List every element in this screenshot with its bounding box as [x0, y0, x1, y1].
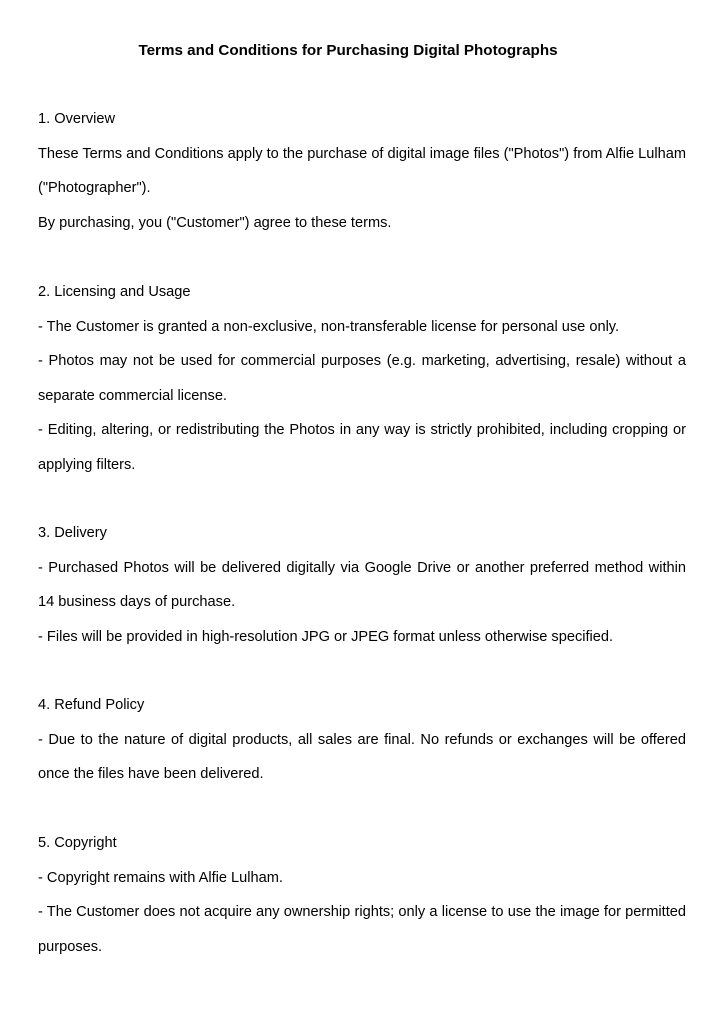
section-heading: 2. Licensing and Usage: [38, 284, 191, 300]
section-overview: [38, 102, 686, 240]
paragraph: These Terms and Conditions apply to the purchase of digital image files ("Photos") from Alfie Lulham ("Photographer").: [38, 145, 686, 196]
section-delivery: [38, 516, 686, 654]
paragraph: - Files will be provided in high-resolution JPG or JPEG format unless otherwise specified.: [38, 628, 614, 645]
section-refund-policy: [38, 688, 686, 792]
paragraph: - Purchased Photos will be delivered digitally via Google Drive or another preferred method within 14 business days of purchase.: [38, 559, 686, 610]
section-heading: 4. Refund Policy: [38, 697, 145, 713]
paragraph: By purchasing, you ("Customer") agree to these terms.: [38, 214, 392, 231]
section-heading: 1. Overview: [38, 111, 116, 127]
paragraph: - The Customer is granted a non-exclusive, non-transferable license for personal use only.: [38, 318, 620, 335]
section-heading: 5. Copyright: [38, 835, 117, 851]
section-heading: 3. Delivery: [38, 525, 107, 541]
paragraph: - Due to the nature of digital products, all sales are final. No refunds or exchanges will be offered once the files have been delivered.: [38, 731, 686, 782]
section-licensing: [38, 275, 686, 482]
section-copyright: [38, 826, 686, 964]
paragraph: - The Customer does not acquire any ownership rights; only a license to use the image for permitted purposes.: [38, 904, 686, 955]
paragraph: - Photos may not be used for commercial purposes (e.g. marketing, advertising, resale) without a separate commercial license.: [38, 353, 686, 404]
paragraph: - Copyright remains with Alfie Lulham.: [38, 869, 283, 886]
document-title: Terms and Conditions for Purchasing Digital Photographs: [138, 42, 558, 59]
paragraph: - Editing, altering, or redistributing the Photos in any way is strictly prohibited, including cropping or applying filters.: [38, 422, 686, 473]
